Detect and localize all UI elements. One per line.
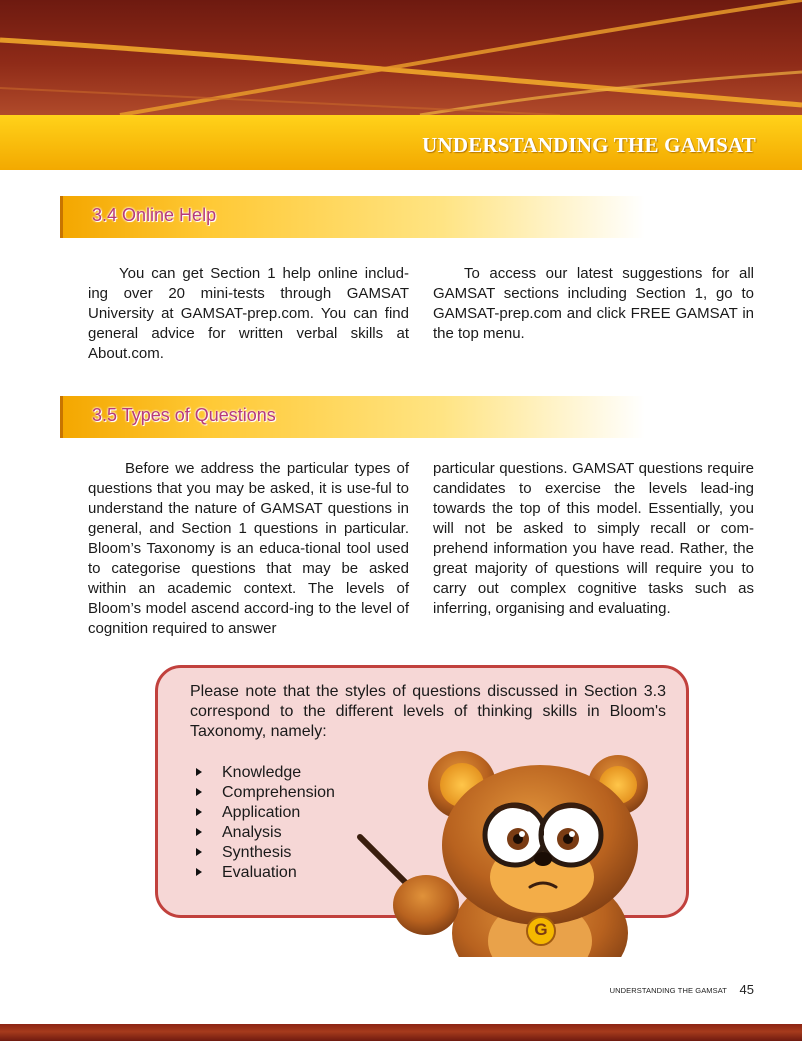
paragraph: Before we address the particular types of questions that you may be asked, it is use-ful to understand the nature of GAMSAT questions in general, and Section 1 questions in particular. Bloom’s Taxonomy is an educa-tional tool used to categorise questions that may be asked within an academic context. The levels of Bloom’s model ascend accord-ing to the level of cognition required to answer bbox=[88, 460, 409, 637]
section-3-4-right-column bbox=[433, 264, 754, 344]
list-item: Synthesis bbox=[196, 843, 335, 863]
section-3-4-left-column bbox=[88, 264, 409, 364]
list-item: Analysis bbox=[196, 823, 335, 843]
bullet-arrow-icon bbox=[196, 848, 202, 856]
bullet-arrow-icon bbox=[196, 808, 202, 816]
section-3-5-right-column bbox=[433, 459, 754, 619]
bullet-arrow-icon bbox=[196, 788, 202, 796]
section-3-5-left-column bbox=[88, 459, 409, 639]
bear-badge-letter: G bbox=[534, 920, 548, 939]
bullet-arrow-icon bbox=[196, 828, 202, 836]
list-item: Application bbox=[196, 803, 335, 823]
paragraph: To access our latest suggestions for all GAMSAT sections including Section 1, go to GAMSAT-prep.com and click FREE GAMSAT in the top menu. bbox=[433, 265, 754, 342]
paragraph: You can get Section 1 help online includ-ing over 20 mini-tests through GAMSAT University at GAMSAT-prep.com. You can find general advice for written verbal skills at About.com. bbox=[88, 265, 409, 362]
bottom-bar bbox=[0, 1024, 802, 1041]
paragraph: particular questions. GAMSAT questions require candidates to exercise the levels lead-ing towards the top of this model. Essentially, you will not be asked to simply recall or com-prehend information you have read. Rather, the great majority of questions will require you to carry out complex cognitive tasks such as inferring, organising and evaluating. bbox=[433, 460, 754, 617]
bullet-arrow-icon bbox=[196, 868, 202, 876]
list-item: Comprehension bbox=[196, 783, 335, 803]
footer-label: UNDERSTANDING THE GAMSAT bbox=[609, 986, 727, 995]
header-banner bbox=[0, 0, 802, 115]
list-item: Evaluation bbox=[196, 863, 335, 883]
bullet-arrow-icon bbox=[196, 768, 202, 776]
section-title: 3.5 Types of Questions bbox=[92, 405, 276, 425]
list-item: Knowledge bbox=[196, 763, 335, 783]
bloom-levels-list bbox=[196, 763, 335, 883]
section-header-online-help bbox=[60, 196, 645, 238]
page-title: UNDERSTANDING THE GAMSAT bbox=[422, 133, 756, 157]
bear-mascot-icon bbox=[350, 745, 650, 957]
section-header-types-of-questions bbox=[60, 396, 645, 438]
section-title: 3.4 Online Help bbox=[92, 205, 217, 225]
note-text: Please note that the styles of questions discussed in Section 3.3 correspond to the different levels of thinking skills in Bloom's Taxonomy, namely: bbox=[190, 683, 666, 740]
page-number: 45 bbox=[739, 982, 754, 997]
